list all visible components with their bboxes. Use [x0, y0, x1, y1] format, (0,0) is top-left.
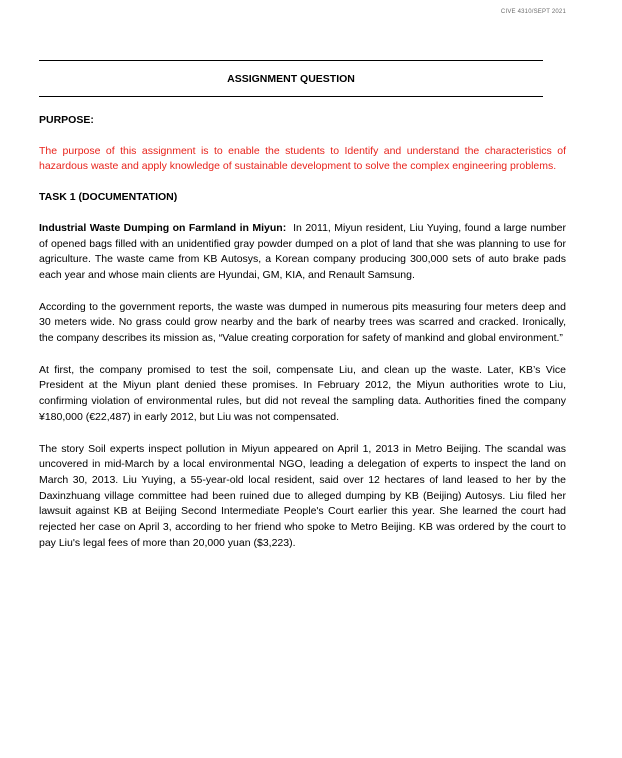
title-top-rule [39, 60, 543, 61]
title-bottom-rule [39, 96, 543, 97]
case-paragraph-4: The story Soil experts inspect pollution in Miyun appeared on April 1, 2013 in Metro Beijing. The scandal was uncovered in mid-March by a local environmental NGO, leading a delegation of experts to inspect the land on March 30, 2013. Liu Yuying, a 55-year-old local resident, said over 12 hectares of land leased to her by the Daxinzhuang village committee had been ruined due to alleged dumping by KB (Beijing) Autosys. Liu filed her lawsuit against KB at Beijing Second Intermediate People's Court earlier this year. She learned the court had rejected her case on April 3, according to her friend who spoke to Metro Beijing. KB was ordered by the court to pay Liu's legal fees of more than 20,000 yuan ($3,223). [39, 442, 566, 549]
document-body [39, 113, 566, 551]
purpose-heading: PURPOSE: [39, 114, 94, 126]
case-paragraph-1-text: In 2011, Miyun resident, Liu Yuying, found a large number of opened bags filled with an unidentified gray powder dumped on a plot of land that she was planning to use for agriculture. The waste came from KB Autosys, a Korean company producing 300,000 sets of auto brake pads each year and whose main clients are Hyundai, GM, KIA, and Renault Samsung. [39, 221, 567, 281]
course-code: CIVE 4310/SEPT 2021 [500, 9, 566, 15]
case-paragraph-1 [39, 221, 566, 284]
purpose-text: The purpose of this assignment is to enable the students to Identify and understand the characteristics of hazardous waste and apply knowledge of sustainable development to solve the complex engineering problems. [39, 144, 566, 173]
case-paragraph-2: According to the government reports, the waste was dumped in numerous pits measuring four meters deep and 30 meters wide. No grass could grow nearby and the bark of nearby trees was scarred and cracked. Ironically, the company describes its mission as, “Value creating corporation for safety of mankind and global environment.” [39, 300, 566, 345]
page-title: ASSIGNMENT QUESTION [227, 73, 355, 85]
case-title: Industrial Waste Dumping on Farmland in Miyun: [39, 221, 287, 234]
case-paragraph-3: At first, the company promised to test the soil, compensate Liu, and clean up the waste. Later, KB’s Vice President at the Miyun plant denied these promises. In February 2012, the Miyun authorities wrote to Liu, confirming violation of environmental rules, but did not reveal the sampling data. Authorities fined the company ¥180,000 (€22,487) in early 2012, but Liu was not compensated. [39, 363, 566, 423]
task1-heading: TASK 1 (DOCUMENTATION) [39, 191, 178, 204]
